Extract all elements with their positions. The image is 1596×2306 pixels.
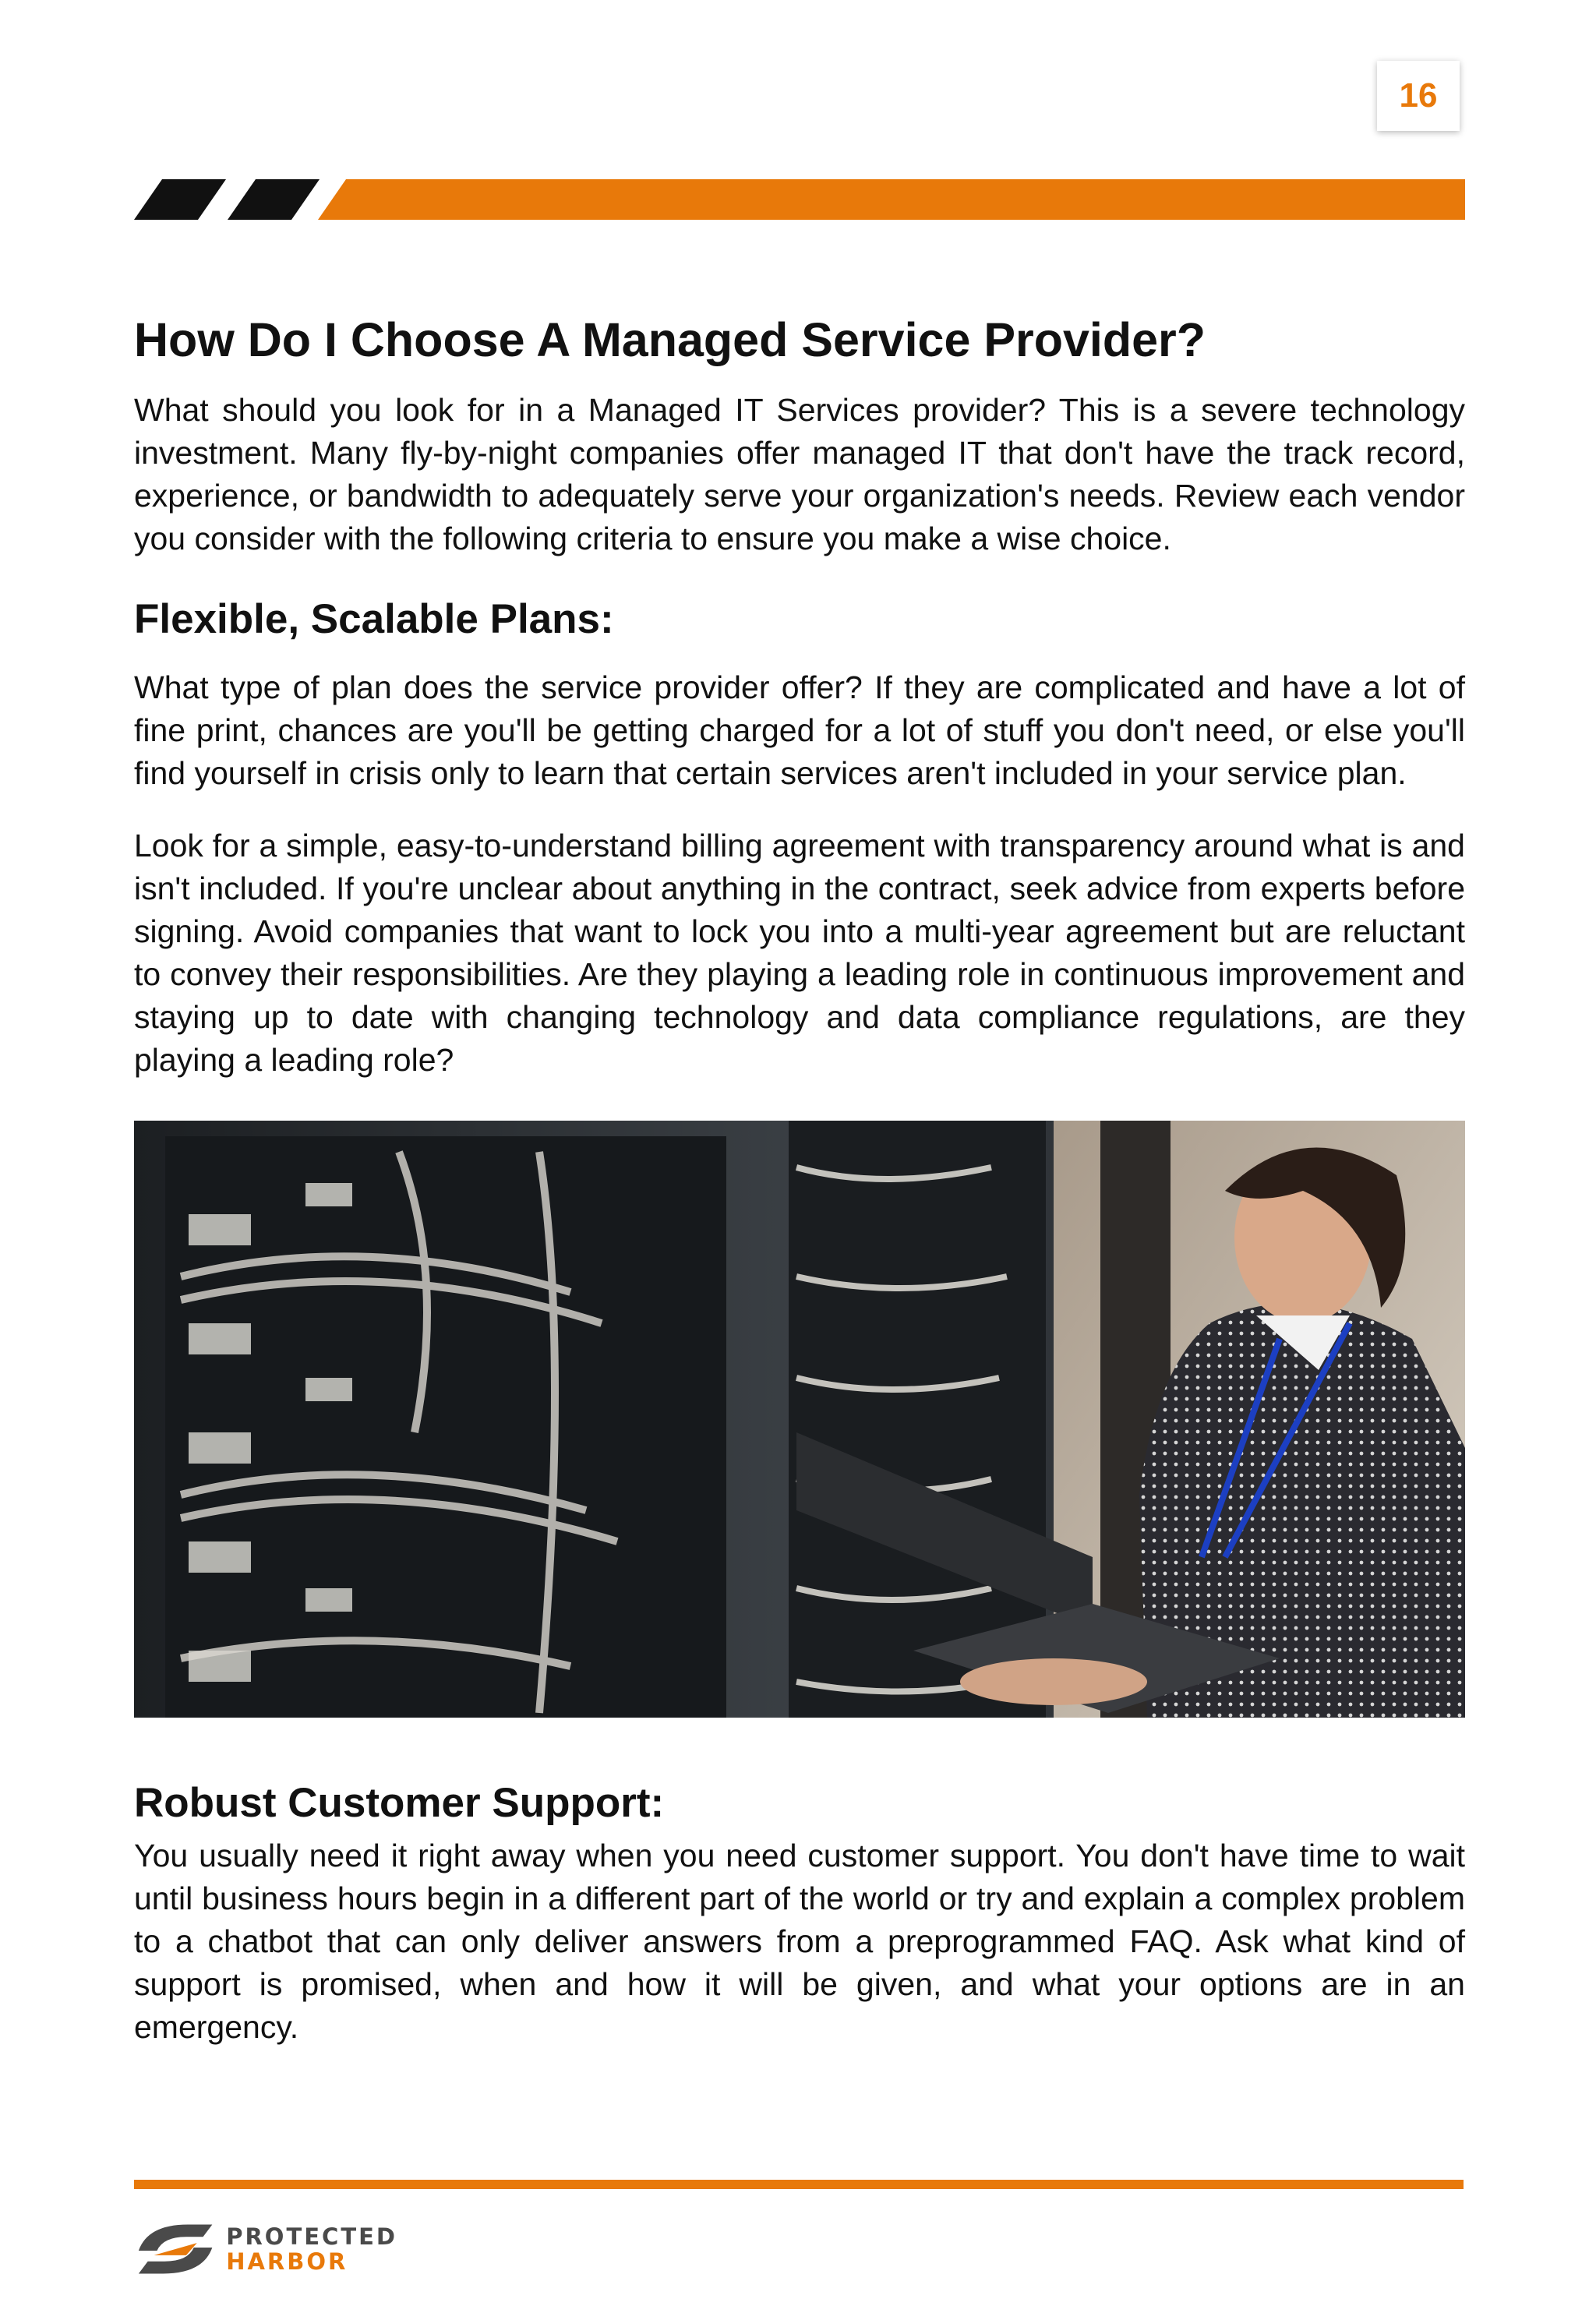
logo-text-harbor: HARBOR <box>226 2248 348 2275</box>
stripe-dark-1 <box>134 179 226 220</box>
page-number: 16 <box>1377 61 1460 131</box>
harbor-logo-icon <box>132 2219 218 2279</box>
plans-paragraph-1: What type of plan does the service provider offer? If they are complicated and have a lot of fine print, chances are you'll be getting charged for a lot of stuff you don't need, or else you'll find yourself in crisis only to learn that certain services aren't included in your service plan. <box>134 669 1465 791</box>
article <box>134 308 1465 2049</box>
stripe-dark-2 <box>228 179 320 220</box>
section-heading-plans: Flexible, Scalable Plans: <box>134 596 614 642</box>
logo-text-protected: PROTECTED <box>226 2223 397 2250</box>
header-stripe-bar <box>134 179 1465 220</box>
footer-divider <box>134 2180 1464 2189</box>
stripe-orange <box>318 179 1465 220</box>
support-paragraph: You usually need it right away when you need customer support. You don't have time to wait until business hours begin in a different part of the world or try and explain a complex problem to a chatbot that can only deliver answers from a preprogrammed FAQ. Ask what kind of support is promised, when and how it will be given, and what your options are in an emergency. <box>134 1838 1465 2045</box>
logo-wordmark <box>226 2224 397 2274</box>
section-heading-support: Robust Customer Support: <box>134 1780 665 1826</box>
plans-paragraph-2: Look for a simple, easy-to-understand billing agreement with transparency around what is and isn't included. If you're unclear about anything in the contract, seek advice from experts before signing. Avoid companies that want to lock you into a multi-year agreement but are reluctant to convey their responsibilities. Are they playing a leading role in continuous improvement and staying up to date with changing technology and data compliance regulations, are they playing a leading role? <box>134 828 1465 1078</box>
company-logo <box>132 2218 397 2280</box>
server-room-photo <box>134 1121 1465 1718</box>
intro-paragraph: What should you look for in a Managed IT Services provider? This is a severe technology investment. Many fly-by-night companies offer managed IT that don't have the track record, experience, or bandwidth to adequately serve your organization's needs. Review each vendor you consider with the following criteria to ensure you make a wise choice. <box>134 392 1465 556</box>
page-title: How Do I Choose A Managed Service Provider? <box>134 313 1206 366</box>
